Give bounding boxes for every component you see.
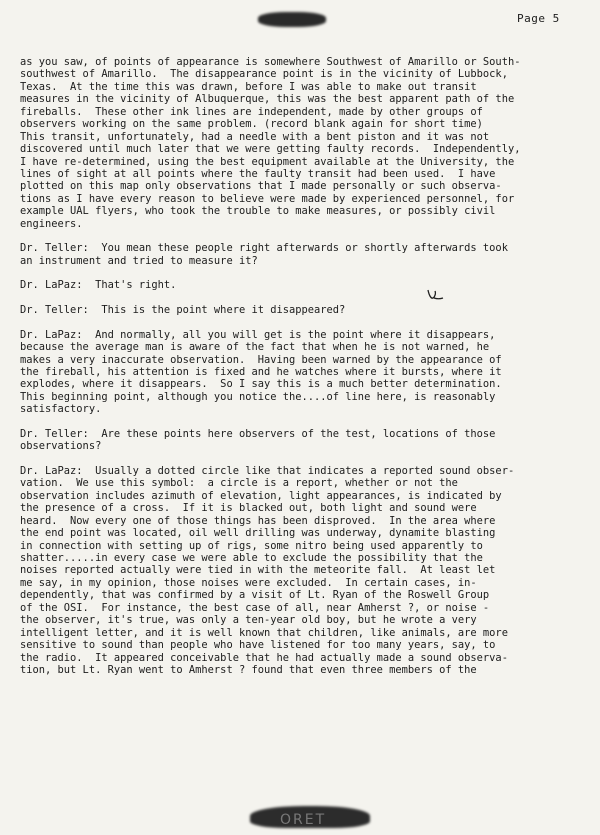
paragraph-gap — [20, 453, 585, 465]
text-line: noises reported actually were tied in with the meteorite fall. At least let — [20, 564, 496, 577]
text-line: I have re-determined, using the best equipment available at the University, the — [20, 155, 515, 168]
text-line: lines of sight at all points where the faulty transit had been used. I have — [20, 167, 496, 180]
text-line: the presence of a cross. If it is blacked out, both light and sound were — [20, 502, 477, 515]
text-line: because the average man is aware of the fact that when he is not warned, he — [20, 341, 490, 354]
text-line: southwest of Amarillo. The disappearance point is in the vicinity of Lubbock, — [20, 68, 508, 81]
text-line: Dr. Teller: Are these points here observers of the test, locations of those — [20, 427, 496, 440]
dialogue-paragraph — [20, 329, 585, 416]
classification-stamp: ORET — [280, 812, 327, 828]
text-line: the end point was located, oil well drilling was underway, dynamite blasting — [20, 527, 496, 540]
text-line: an instrument and tried to measure it? — [20, 254, 258, 267]
dialogue-paragraph — [20, 242, 585, 267]
text-line: plotted on this map only observations that I made personally or such observa- — [20, 180, 502, 193]
handwritten-check-mark — [425, 286, 445, 302]
text-paragraph — [20, 56, 585, 230]
text-line: This transit, unfortunately, had a needle with a bent piston and it was not — [20, 130, 490, 143]
text-line: dependently, that was confirmed by a visit of Lt. Ryan of the Roswell Group — [20, 589, 490, 602]
text-line: tion, but Lt. Ryan went to Amherst ? found that even three members of the — [20, 663, 477, 676]
text-line: Texas. At the time this was drawn, before I was able to make out transit — [20, 80, 477, 93]
paragraph-gap — [20, 267, 585, 279]
page-number: Page 5 — [517, 12, 560, 25]
text-line: discovered until much later that we were getting faulty records. Independently, — [20, 143, 521, 156]
text-line: Dr. Teller: You mean these people right afterwards or shortly afterwards took — [20, 242, 508, 255]
text-line: Dr. LaPaz: Usually a dotted circle like that indicates a reported sound obser- — [20, 464, 515, 477]
text-line: Dr. LaPaz: And normally, all you will get is the point where it disappears, — [20, 328, 496, 341]
text-line: shatter.....in every case we were able to exclude the possibility that the — [20, 552, 483, 564]
text-line: in connection with setting up of rigs, some nitro being used apparently to — [20, 539, 483, 552]
text-line: intelligent letter, and it is well known that children, like animals, are more — [20, 626, 508, 639]
text-line: example UAL flyers, who took the trouble to make measures, or possibly civil — [20, 205, 496, 218]
text-line: Dr. LaPaz: That's right. — [20, 279, 177, 292]
text-line: heard. Now every one of those things has been disproved. In the area where — [20, 514, 496, 527]
text-line: observers working on the same problem. (record blank again for short time) — [20, 118, 483, 131]
text-line: vation. We use this symbol: a circle is a report, whether or not the — [20, 477, 458, 490]
text-line: Dr. Teller: This is the point where it disappeared? — [20, 304, 346, 316]
text-line: fireballs. These other ink lines are independent, made by other groups of — [20, 105, 483, 118]
text-line: satisfactory. — [20, 403, 102, 416]
dialogue-paragraph — [20, 465, 585, 676]
redaction-mark-top — [258, 12, 326, 27]
text-line: sensitive to sound than people who have listened for too many years, say, to — [20, 639, 496, 652]
text-line: observations? — [20, 440, 102, 453]
text-line: the radio. It appeared conceivable that he had actually made a sound observa- — [20, 651, 508, 664]
paragraph-gap — [20, 292, 585, 304]
text-line: the fireball, his attention is fixed and he watches where it bursts, where it — [20, 365, 502, 378]
text-line: observation includes azimuth of elevation, light appearances, is indicated by — [20, 489, 502, 502]
paragraph-gap — [20, 230, 585, 242]
text-line: engineers. — [20, 217, 83, 230]
text-line: measures in the vicinity of Albuquerque, this was the best apparent path of the — [20, 93, 515, 106]
paragraph-gap — [20, 316, 585, 328]
text-line: as you saw, of points of appearance is somewhere Southwest of Amarillo or South- — [20, 56, 521, 68]
text-line: explodes, where it disappears. So I say this is a much better determination. — [20, 378, 502, 391]
text-line: me say, in my opinion, those noises were excluded. In certain cases, in- — [20, 576, 477, 589]
text-line: makes a very inaccurate observation. Having been warned by the appearance of — [20, 353, 502, 366]
document-body — [20, 56, 585, 676]
dialogue-paragraph — [20, 279, 585, 291]
paragraph-gap — [20, 416, 585, 428]
dialogue-paragraph — [20, 428, 585, 453]
dialogue-paragraph — [20, 304, 585, 316]
text-line: the observer, it's true, was only a ten-year old boy, but he wrote a very — [20, 614, 477, 627]
text-line: tions as I have every reason to believe were made by experienced personnel, for — [20, 192, 515, 205]
text-line: This beginning point, although you notice the....of line here, is reasonably — [20, 390, 496, 403]
text-line: of the OSI. For instance, the best case of all, near Amherst ?, or noise - — [20, 601, 490, 614]
